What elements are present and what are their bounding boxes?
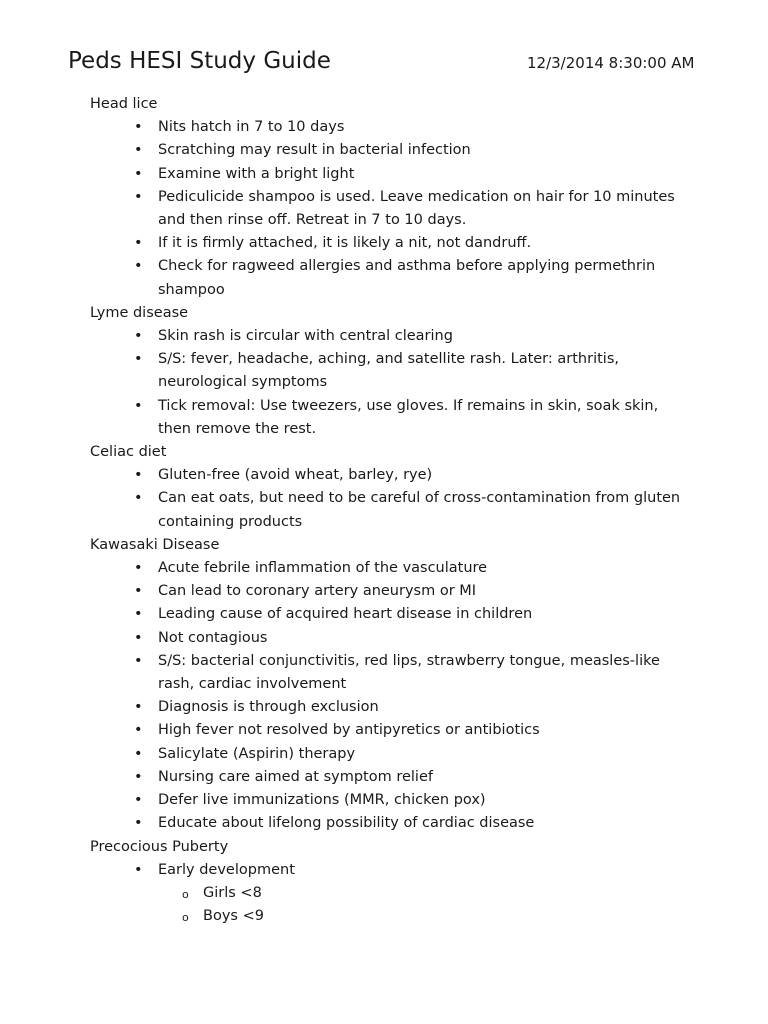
- bullet-list: [90, 325, 690, 441]
- list-item: • Nursing care aimed at symptom relief: [158, 766, 688, 789]
- section-heading: Head lice: [90, 96, 158, 112]
- page-title: Peds HESI Study Guide: [68, 48, 331, 74]
- bullet-list: [90, 464, 690, 534]
- list-item: • If it is firmly attached, it is likely a nit, not dandruff.: [158, 232, 688, 255]
- list-item: • Leading cause of acquired heart disease in children: [158, 603, 688, 626]
- sub-list-item: o Girls <8: [203, 882, 688, 905]
- list-item: • Can eat oats, but need to be careful of cross-contamination from gluten containing products: [158, 487, 688, 533]
- section-precocious-puberty: [90, 836, 690, 929]
- list-item: • Nits hatch in 7 to 10 days: [158, 116, 688, 139]
- list-item: • Diagnosis is through exclusion: [158, 696, 688, 719]
- list-item: • Examine with a bright light: [158, 163, 688, 186]
- bullet-list: [90, 116, 690, 302]
- list-item: • Defer live immunizations (MMR, chicken pox): [158, 789, 688, 812]
- list-item: • Educate about lifelong possibility of cardiac disease: [158, 812, 688, 835]
- sub-bullet-list: [158, 882, 688, 928]
- list-item: • Tick removal: Use tweezers, use gloves. If remains in skin, soak skin, then remove the rest.: [158, 395, 688, 441]
- list-item: • Can lead to coronary artery aneurysm or MI: [158, 580, 688, 603]
- section-heading: Lyme disease: [90, 304, 189, 321]
- list-item: • Pediculicide shampoo is used. Leave medication on hair for 10 minutes and then rinse off. Retreat in 7 to 10 days.: [158, 186, 688, 232]
- section-head-lice: [90, 93, 690, 302]
- list-item: • Gluten-free (avoid wheat, barley, rye): [158, 464, 688, 487]
- bullet-list: [90, 859, 690, 929]
- list-item: • Scratching may result in bacterial infection: [158, 139, 688, 162]
- list-item: • Not contagious: [158, 627, 688, 650]
- section-heading: Kawasaki Disease: [90, 536, 220, 553]
- section-heading: Celiac diet: [90, 444, 167, 461]
- list-item: • S/S: bacterial conjunctivitis, red lips, strawberry tongue, measles-like rash, cardiac involvement: [158, 650, 688, 696]
- section-kawasaki-disease: [90, 534, 690, 836]
- section-heading: Precocious Puberty: [90, 838, 229, 855]
- list-item: [158, 859, 688, 929]
- notes-content: [90, 93, 690, 928]
- list-item: • High fever not resolved by antipyretics or antibiotics: [158, 719, 688, 742]
- list-item: • Skin rash is circular with central clearing: [158, 325, 688, 348]
- list-item-text: Early development: [158, 861, 295, 878]
- list-item: • Acute febrile inflammation of the vasculature: [158, 557, 688, 580]
- document-timestamp: 12/3/2014 8:30:00 AM: [527, 54, 695, 72]
- list-item: • Salicylate (Aspirin) therapy: [158, 743, 688, 766]
- sub-list-item: o Boys <9: [203, 905, 688, 928]
- bullet-list: [90, 557, 690, 835]
- list-item: • S/S: fever, headache, aching, and satellite rash. Later: arthritis, neurological symptoms: [158, 348, 688, 394]
- section-celiac-diet: [90, 441, 690, 534]
- list-item: • Check for ragweed allergies and asthma before applying permethrin shampoo: [158, 255, 688, 301]
- section-lyme-disease: [90, 302, 690, 441]
